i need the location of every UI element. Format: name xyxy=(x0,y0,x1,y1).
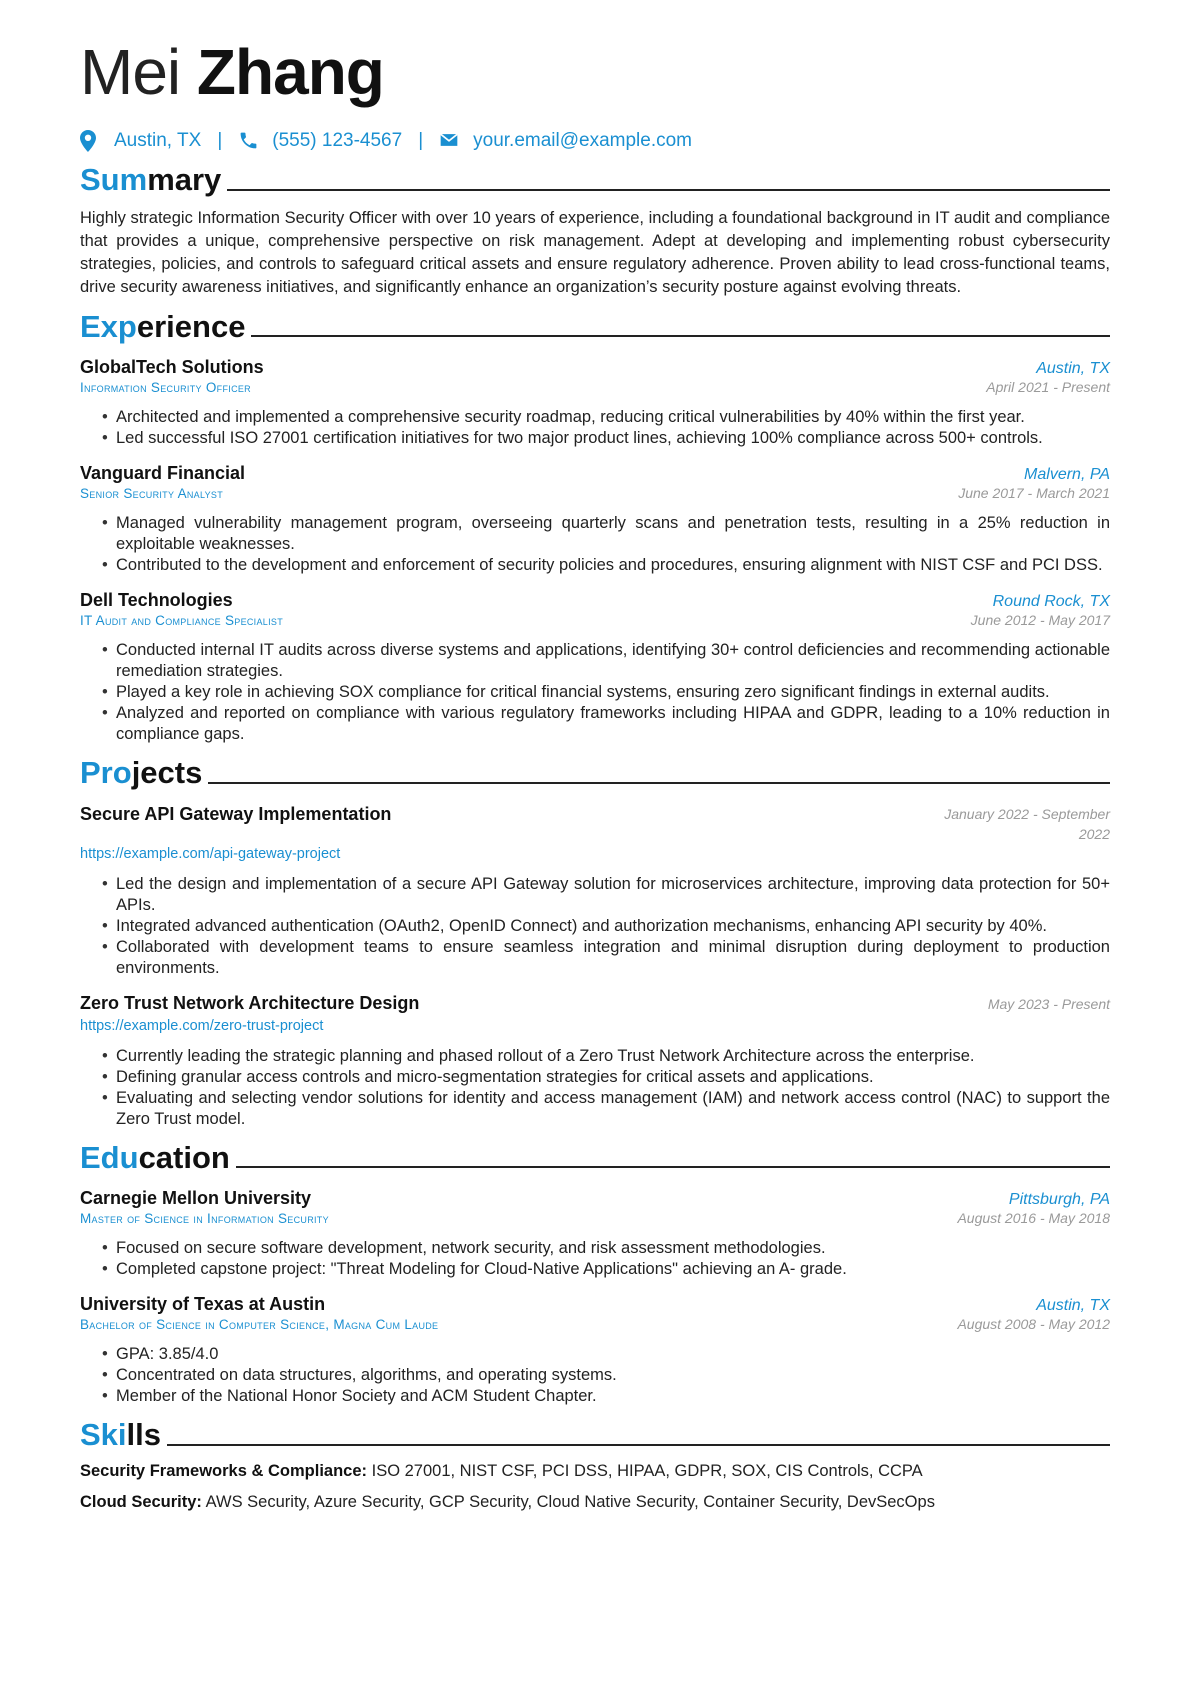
degree: Bachelor of Science in Computer Science, Magna Cum Laude xyxy=(80,1317,439,1333)
skill-row xyxy=(80,1491,1110,1514)
map-pin-icon xyxy=(80,130,102,152)
school-location: Pittsburgh, PA xyxy=(1008,1191,1110,1209)
project-entry xyxy=(80,804,1110,979)
project-link[interactable]: https://example.com/zero-trust-project xyxy=(80,1017,324,1034)
section-rule xyxy=(227,189,1110,191)
project-name: Zero Trust Network Architecture Design xyxy=(80,992,420,1013)
bullet-list xyxy=(80,1238,1110,1280)
bullet-item: • Integrated advanced authentication (OAuth2, OpenID Connect) and authorization mechanisms, enhancing API security by 40%. xyxy=(116,916,1110,937)
job-title: Senior Security Analyst xyxy=(80,486,224,502)
education-dates: August 2008 - May 2012 xyxy=(957,1316,1110,1333)
section-title: Education xyxy=(80,1139,230,1175)
bullet-item: • Played a key role in achieving SOX compliance for critical financial systems, ensuring zero significant findings in external audits. xyxy=(116,682,1110,703)
project-dates: May 2023 - Present xyxy=(987,995,1110,1012)
location-text: Austin, TX xyxy=(114,130,202,151)
bullet-item: • Analyzed and reported on compliance with various regulatory frameworks including HIPAA and GDPR, leading to a 10% reduction in compliance gaps. xyxy=(116,703,1110,745)
section-title: Summary xyxy=(80,162,222,197)
job-location: Malvern, PA xyxy=(1024,466,1110,484)
envelope-icon xyxy=(439,130,461,152)
phone-text: (555) 123-4567 xyxy=(272,130,403,151)
bullet-list xyxy=(80,513,1110,576)
job-dates: April 2021 - Present xyxy=(986,379,1110,396)
project-entry xyxy=(80,993,1110,1130)
company-name: GlobalTech Solutions xyxy=(80,357,264,378)
last-name: Zhang xyxy=(196,36,384,108)
section-rule xyxy=(167,1444,1110,1446)
section-rule xyxy=(251,335,1110,337)
job-location: Austin, TX xyxy=(1036,360,1110,378)
contact-separator: | xyxy=(217,130,223,151)
bullet-item: • Focused on secure software development, network security, and risk assessment methodologies. xyxy=(116,1238,1110,1259)
bullet-item: • Member of the National Honor Society and ACM Student Chapter. xyxy=(116,1386,1110,1407)
section-education-heading xyxy=(80,1139,1110,1175)
bullet-item: • Completed capstone project: "Threat Modeling for Cloud-Native Applications" achieving an A- grade. xyxy=(116,1259,1110,1280)
bullet-item: • Architected and implemented a comprehensive security roadmap, reducing critical vulnerabilities by 40% within the first year. xyxy=(116,407,1110,428)
section-title: Projects xyxy=(80,755,203,791)
contact-phone[interactable] xyxy=(238,130,402,152)
company-name: Dell Technologies xyxy=(80,590,233,611)
bullet-list xyxy=(80,1344,1110,1407)
school-name: Carnegie Mellon University xyxy=(80,1188,312,1209)
section-experience-heading xyxy=(80,308,1110,344)
contact-location xyxy=(80,130,201,152)
bullet-item: • Evaluating and selecting vendor solutions for identity and access management (IAM) and network access control (NAC) to support the Zero Trust model. xyxy=(116,1088,1110,1130)
section-projects-heading xyxy=(80,757,1110,790)
experience-entry xyxy=(80,463,1110,576)
phone-icon xyxy=(238,130,260,152)
school-location: Austin, TX xyxy=(1036,1297,1110,1315)
contact-email[interactable] xyxy=(439,130,692,152)
degree: Master of Science in Information Security xyxy=(80,1211,329,1227)
bullet-item: • Concentrated on data structures, algorithms, and operating systems. xyxy=(116,1365,1110,1386)
candidate-name xyxy=(80,36,1110,108)
skills-list xyxy=(80,1460,1110,1514)
bullet-item: • Conducted internal IT audits across diverse systems and applications, identifying 30+ control deficiencies and recommending actionable remediation strategies. xyxy=(116,640,1110,682)
skill-values: ISO 27001, NIST CSF, PCI DSS, HIPAA, GDPR, SOX, CIS Controls, CCPA xyxy=(371,1461,923,1480)
skill-category: Cloud Security: xyxy=(80,1492,202,1511)
contact-bar xyxy=(80,130,1110,152)
bullet-list xyxy=(80,640,1110,745)
bullet-list xyxy=(80,874,1110,979)
bullet-item: • Managed vulnerability management program, overseeing quarterly scans and penetration tests, resulting in a 25% reduction in exploitable weaknesses. xyxy=(116,513,1110,555)
bullet-item: • Led successful ISO 27001 certification initiatives for two major product lines, achieving 100% compliance across 500+ controls. xyxy=(116,428,1110,449)
email-text: your.email@example.com xyxy=(473,130,692,151)
section-summary-heading xyxy=(80,164,1110,197)
bullet-item: • Led the design and implementation of a secure API Gateway solution for microservices architecture, improving data protection for 50+ APIs. xyxy=(116,874,1110,916)
project-name: Secure API Gateway Implementation xyxy=(80,803,392,824)
job-dates: June 2012 - May 2017 xyxy=(970,612,1110,629)
experience-entry xyxy=(80,590,1110,745)
experience-entry xyxy=(80,357,1110,449)
bullet-item: • Defining granular access controls and micro-segmentation strategies for critical assets and applications. xyxy=(116,1067,1110,1088)
summary-text: Highly strategic Information Security Officer with over 10 years of experience, including a foundational background in IT audit and compliance that provides a unique, comprehensive perspective on risk management. Adept at developing and implementing robust cybersecurity strategies, policies, and controls to safeguard critical assets and ensure regulatory adherence. Proven ability to lead cross-functional teams, drive security awareness initiatives, and significantly enhance an organization’s security posture against evolving threats. xyxy=(80,208,1110,296)
project-link[interactable]: https://example.com/api-gateway-project xyxy=(80,845,341,862)
education-entry xyxy=(80,1188,1110,1280)
bullet-list xyxy=(80,1046,1110,1130)
skill-category: Security Frameworks & Compliance: xyxy=(80,1461,368,1480)
bullet-item: • Currently leading the strategic planning and phased rollout of a Zero Trust Network Architecture across the enterprise. xyxy=(116,1046,1110,1067)
bullet-list xyxy=(80,407,1110,449)
job-dates: June 2017 - March 2021 xyxy=(958,485,1110,502)
skill-row xyxy=(80,1460,1110,1483)
bullet-item: • GPA: 3.85/4.0 xyxy=(116,1344,1110,1365)
bullet-item: • Collaborated with development teams to ensure seamless integration and minimal disruption during deployment to production environments. xyxy=(116,937,1110,979)
section-title: Experience xyxy=(80,308,246,344)
bullet-item: • Contributed to the development and enforcement of security policies and procedures, ensuring alignment with NIST CSF and PCI DSS. xyxy=(116,555,1110,576)
job-title: IT Audit and Compliance Specialist xyxy=(80,613,283,629)
company-name: Vanguard Financial xyxy=(80,463,246,484)
education-entry xyxy=(80,1294,1110,1407)
section-skills-heading xyxy=(80,1419,1110,1452)
section-rule xyxy=(236,1166,1110,1168)
school-name: University of Texas at Austin xyxy=(80,1294,326,1315)
job-location: Round Rock, TX xyxy=(992,593,1110,611)
section-title: Skills xyxy=(80,1417,161,1453)
skill-values: AWS Security, Azure Security, GCP Security, Cloud Native Security, Container Security, DevSecOps xyxy=(205,1492,935,1511)
first-name: Mei xyxy=(80,36,181,108)
section-rule xyxy=(208,782,1110,784)
contact-separator: | xyxy=(418,130,424,151)
education-dates: August 2016 - May 2018 xyxy=(957,1210,1110,1227)
project-dates: January 2022 - September 2022 xyxy=(944,805,1110,842)
job-title: Information Security Officer xyxy=(80,380,251,396)
